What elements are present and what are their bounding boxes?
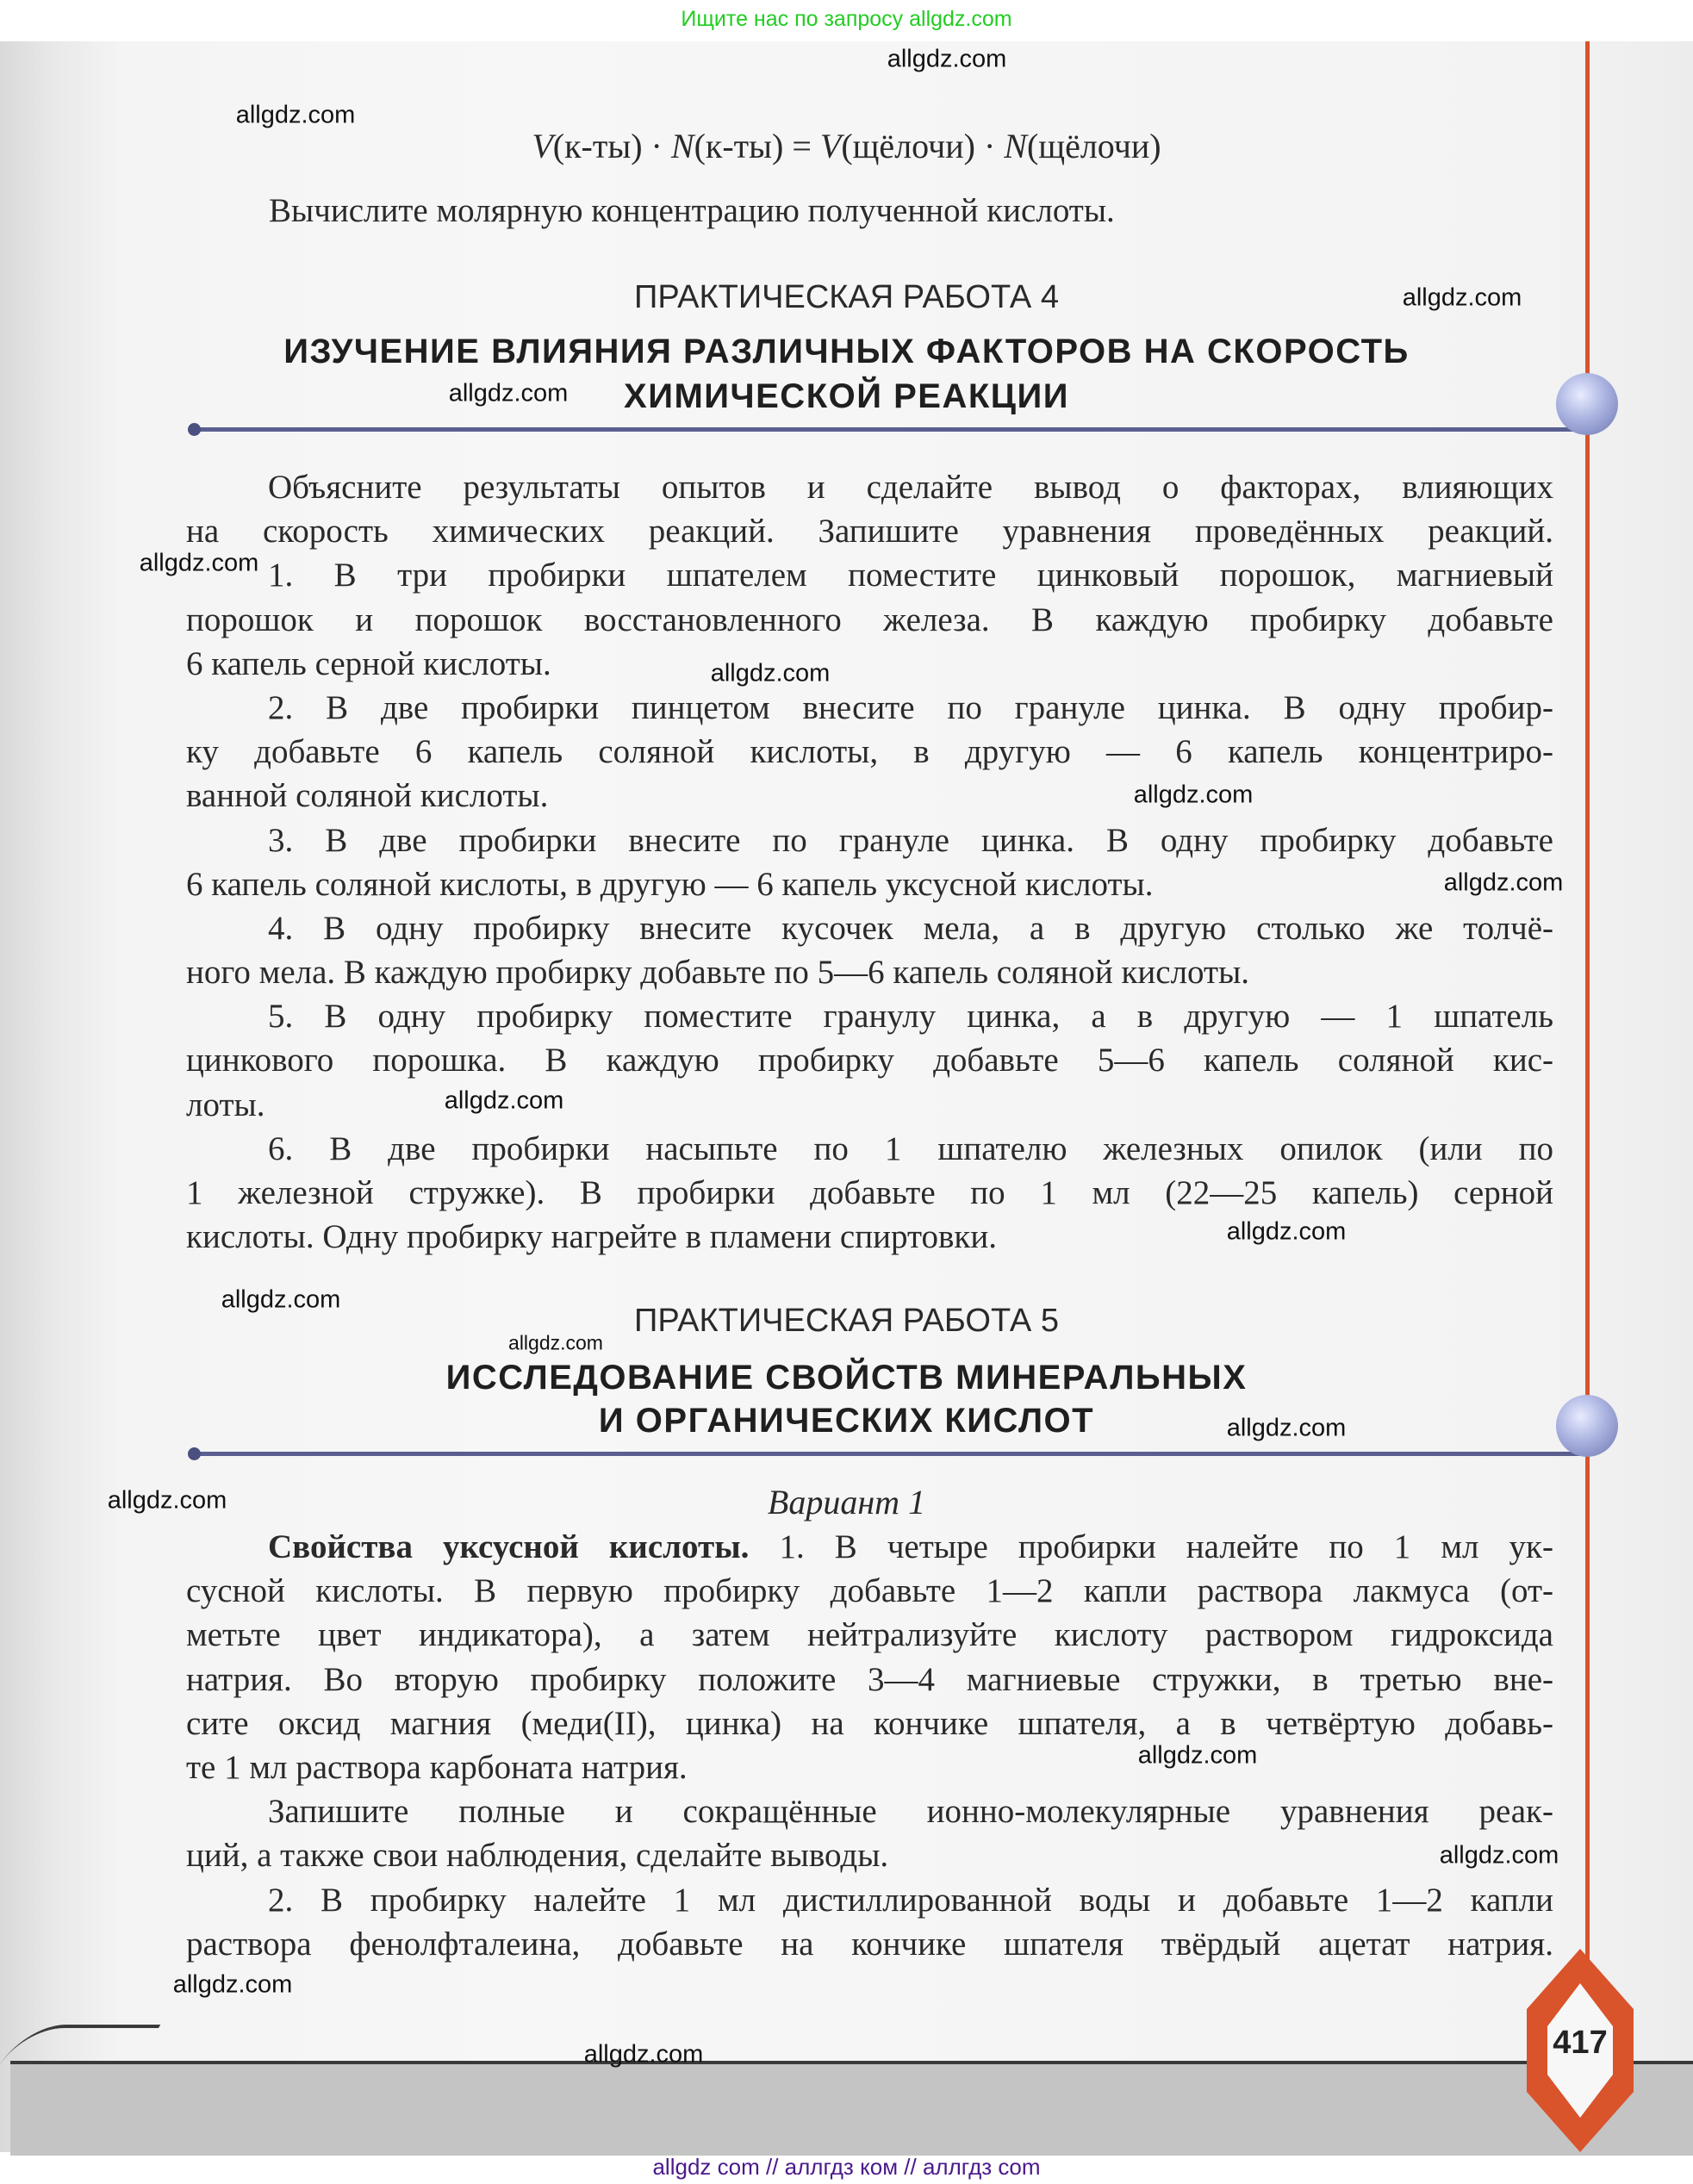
text-line-content: 3. В две пробирки внесите по грануле цинка. В одну пробирку добавьте (268, 821, 1553, 859)
page-number: 417 (1553, 2025, 1608, 2061)
bold-lead: Свойства уксусной кислоты. (268, 1528, 750, 1565)
text-line (186, 598, 1553, 642)
text-line-content: натрия. Во вторую пробирку положите 3—4 магниевые стружки, в третью вне- (186, 1660, 1553, 1698)
section-rule (195, 1452, 1590, 1456)
text-line (186, 509, 1553, 553)
watermark-link[interactable]: allgdz.com (1226, 1217, 1347, 1246)
text-line-content: 6 капель серной кислоты. (186, 644, 551, 682)
text-line (186, 862, 1553, 906)
text-line-content: 6 капель соляной кислоты, в другую — 6 капель уксусной кислоты. (186, 865, 1154, 903)
watermark-link[interactable]: allgdz.com (1443, 868, 1564, 897)
bottom-banner[interactable]: allgdz com // аллгдз ком // аллгдз com (652, 2154, 1041, 2180)
formula-part: (к-ты) · (552, 127, 671, 165)
watermark-link[interactable]: allgdz.com (1226, 1414, 1347, 1442)
text-line (186, 553, 1553, 597)
text-line-content: на скорость химических реакций. Запишите уравнения проведённых реакций. (186, 513, 1553, 551)
work4-title-line: ХИМИЧЕСКОЙ РЕАКЦИИ (624, 377, 1069, 415)
work4-label: ПРАКТИЧЕСКАЯ РАБОТА 4 (634, 279, 1059, 315)
intro-line: Вычислите молярную концентрацию полученной кислоты. (269, 192, 1115, 229)
text-line-content: 5. В одну пробирку поместите гранулу цинка, а в другую — 1 шпатель (268, 998, 1553, 1036)
formula-part: (щёлочи) (1026, 127, 1161, 165)
text-line (186, 465, 1553, 509)
text-line-content: 6. В две пробирки насыпьте по 1 шпателю железных опилок (или по (268, 1129, 1553, 1167)
text-line (186, 1083, 1553, 1127)
formula (0, 126, 1693, 166)
text-line-content: 1 железной стружке). В пробирки добавьте по 1 мл (22—25 капель) серной (186, 1174, 1553, 1211)
text-line (186, 1171, 1553, 1215)
formula-v: V (819, 127, 842, 165)
watermark-link[interactable]: allgdz.com (444, 1086, 564, 1115)
text-line-content: те 1 мл раствора карбоната натрия. (186, 1748, 688, 1786)
text-line (186, 1215, 1553, 1259)
text-line (186, 686, 1553, 730)
section-rule (195, 427, 1590, 432)
text-line (186, 1569, 1553, 1613)
work5-label: ПРАКТИЧЕСКАЯ РАБОТА 5 (634, 1303, 1059, 1339)
watermark-link[interactable]: allgdz.com (1133, 781, 1254, 809)
text-line (186, 1878, 1553, 1922)
text-line-content: порошок и порошок восстановленного железа. В каждую пробирку добавьте (186, 600, 1553, 638)
text-line (186, 1833, 1553, 1877)
watermark-link[interactable]: allgdz.com (710, 659, 831, 688)
decorative-ball-icon (1556, 1395, 1618, 1457)
text-line (186, 1922, 1553, 1966)
text-line-content: Объясните результаты опытов и сделайте вывод о факторах, влияющих (268, 469, 1553, 506)
text-line-content: сусной кислоты. В первую пробирку добавьте 1—2 капли раствора лакмуса (от- (186, 1572, 1553, 1610)
text-line-content: 2. В пробирку налейте 1 мл дистиллированной воды и добавьте 1—2 капли (268, 1881, 1553, 1919)
work4-title-line: ИЗУЧЕНИЕ ВЛИЯНИЯ РАЗЛИЧНЫХ ФАКТОРОВ НА СКОРОСТЬ (283, 333, 1410, 370)
work5-body (186, 1525, 1553, 1966)
watermark-link[interactable]: allgdz.com (448, 379, 569, 408)
formula-n: N (670, 127, 694, 165)
text-line (186, 994, 1553, 1038)
work5-title-line: И ОРГАНИЧЕСКИХ КИСЛОТ (598, 1402, 1095, 1440)
text-line (186, 906, 1553, 950)
watermark-link[interactable]: allgdz.com (508, 1331, 603, 1354)
watermark-link[interactable]: allgdz.com (139, 549, 259, 577)
watermark-link[interactable]: allgdz.com (1402, 283, 1522, 312)
text-line-content: кислоты. Одну пробирку нагрейте в пламени спиртовки. (186, 1218, 997, 1256)
text-line (186, 1613, 1553, 1657)
text-line-content: ванной соляной кислоты. (186, 777, 549, 815)
text-line-content: цинкового порошка. В каждую пробирку добавьте 5—6 капель соляной кис- (186, 1042, 1553, 1080)
text-line-content: 1. В четыре пробирки налейте по 1 мл ук- (749, 1528, 1553, 1565)
work4-body (186, 465, 1553, 1259)
text-line (186, 1789, 1553, 1833)
formula-v: V (532, 127, 553, 165)
watermark-link[interactable]: allgdz.com (235, 101, 356, 129)
watermark-link[interactable]: allgdz.com (1137, 1741, 1258, 1770)
text-line (186, 1702, 1553, 1745)
formula-part: (щёлочи) · (841, 127, 1005, 165)
decorative-ball-icon (1556, 373, 1618, 435)
text-line-content: лоты. (186, 1086, 265, 1123)
formula-part: (к-ты) = (694, 127, 820, 165)
text-line-content: 4. В одну пробирку внесите кусочек мела, а в другую столько же толчё- (268, 909, 1553, 947)
text-line-content: Запишите полные и сокращённые ионно-молекулярные уравнения реак- (268, 1793, 1553, 1831)
text-line (186, 1658, 1553, 1702)
text-line (186, 950, 1553, 994)
text-line (186, 1525, 1553, 1569)
text-line-content: ного мела. В каждую пробирку добавьте по 5—6 капель соляной кислоты. (186, 954, 1250, 992)
text-line (186, 1038, 1553, 1082)
watermark-link[interactable]: allgdz.com (221, 1285, 341, 1314)
text-line (186, 774, 1553, 818)
text-line-content: ку добавьте 6 капель соляной кислоты, в другую — 6 капель концентриро- (186, 733, 1553, 771)
formula-n: N (1004, 127, 1027, 165)
text-line (186, 1745, 1553, 1789)
text-line-content: ций, а также свои наблюдения, сделайте выводы. (186, 1837, 889, 1875)
text-line (186, 730, 1553, 774)
watermark-link[interactable]: allgdz.com (583, 2040, 704, 2069)
text-line-content: сите оксид магния (меди(II), цинка) на кончике шпателя, а в четвёртую добавь- (186, 1704, 1553, 1742)
work5-title-line: ИССЛЕДОВАНИЕ СВОЙСТВ МИНЕРАЛЬНЫХ (445, 1359, 1248, 1397)
top-banner[interactable]: Ищите нас по запросу allgdz.com (681, 7, 1012, 31)
watermark-link[interactable]: allgdz.com (172, 1970, 293, 1999)
text-line-content: 1. В три пробирки шпателем поместите цинковый порошок, магниевый (268, 557, 1553, 594)
text-line (186, 642, 1553, 686)
watermark-link[interactable]: allgdz.com (1439, 1841, 1559, 1870)
text-line (186, 818, 1553, 862)
text-line-content: 2. В две пробирки пинцетом внесите по грануле цинка. В одну пробир- (268, 688, 1553, 726)
text-line-content: метьте цвет индикатора), а затем нейтрализуйте кислоту раствором гидроксида (186, 1616, 1553, 1654)
text-line (186, 1127, 1553, 1171)
variant-heading: Вариант 1 (767, 1483, 926, 1521)
page-bottom-band (10, 2061, 1693, 2156)
watermark-link[interactable]: allgdz.com (887, 45, 1007, 73)
watermark-link[interactable]: allgdz.com (107, 1486, 227, 1515)
text-line-content: раствора фенолфталеина, добавьте на кончике шпателя твёрдый ацетат натрия. (186, 1925, 1553, 1963)
